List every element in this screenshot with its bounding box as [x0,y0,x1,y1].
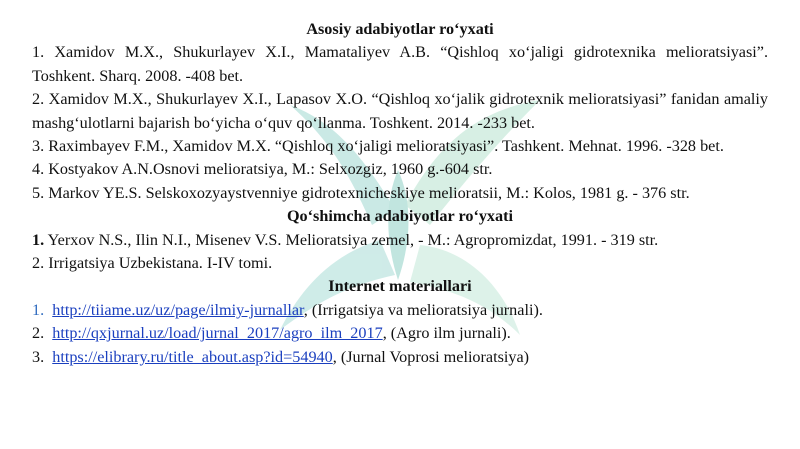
link-tiiame[interactable]: http://tiiame.uz/uz/page/ilmiy-jurnallar [52,300,304,319]
internet-link-2 [32,322,768,345]
ref-number: 2. [32,90,45,109]
ref-number: 1. [32,230,45,249]
link-description: , (Irrigatsiya va melioratsiya jurnali). [303,300,543,319]
link-description: , (Agro ilm jurnali). [382,324,511,343]
ref-text: Raximbayev F.M., Xamidov M.X. “Qishloq xo‘jaligi melioratsiyasi”. Tashkent. Mehnat. 1996. -328 bet. [48,137,724,156]
ref-text: Xamidov M.X., Shukurlayev X.I., Mamataliyev A.B. “Qishloq xo‘jaligi gidrotexnika melioratsiyasi”. Toshkent. Sharq. 2008. -408 bet. [32,43,768,85]
main-heading: Asosiy adabiyotlar ro‘yxati [306,20,494,38]
main-ref-1 [32,41,768,88]
ref-number: 4. [32,160,45,179]
internet-link-3 [32,346,768,369]
ref-number: 2. [32,254,45,273]
references-page [32,18,768,369]
link-elibrary[interactable]: https://elibrary.ru/title_about.asp?id=54940 [52,347,333,366]
extra-heading: Qo‘shimcha adabiyotlar ro‘yxati [286,207,514,226]
link-number: 2. [32,324,45,343]
ref-text: Irrigatsiya Uzbekistana. I-IV tomi. [48,254,273,273]
extra-ref-2 [32,252,768,275]
ref-number: 5. [32,183,45,202]
main-ref-4 [32,158,768,181]
ref-text: Markov YE.S. Selskoxozyaystvenniye gidrotexnicheskiye melioratsii, M.: Kolos, 1981 g. - 376 str. [48,183,690,202]
link-description: , (Jurnal Voprosi melioratsiya) [332,347,530,366]
link-number: 3. [32,347,45,366]
main-ref-5 [32,182,768,205]
internet-heading: Internet materiallari [328,277,472,296]
link-qxjurnal[interactable]: http://qxjurnal.uz/load/jurnal_2017/agro_ilm_2017 [52,324,383,343]
link-number: 1. [32,300,45,319]
internet-link-1 [32,299,768,322]
ref-text: Kostyakov A.N.Osnovi melioratsiya, M.: Selxozgiz, 1960 g.-604 str. [48,160,493,179]
ref-text: Xamidov M.X., Shukurlayev X.I., Lapasov X.O. “Qishloq xo‘jalik gidrotexnik melioratsiyasi” fanidan amaliy mashg‘ulotlarni bajarish bo‘yicha o‘quv qo‘llanma. Toshkent. 2014. -233 bet. [32,90,769,132]
ref-number: 1. [32,43,45,62]
main-ref-2 [32,88,768,135]
extra-ref-1 [32,229,768,252]
ref-number: 3. [32,137,45,156]
ref-text: Yerxov N.S., Ilin N.I., Misenev V.S. Melioratsiya zemel, - M.: Agropromizdat, 1991. - 319 str. [47,230,659,249]
main-ref-3 [32,135,768,158]
